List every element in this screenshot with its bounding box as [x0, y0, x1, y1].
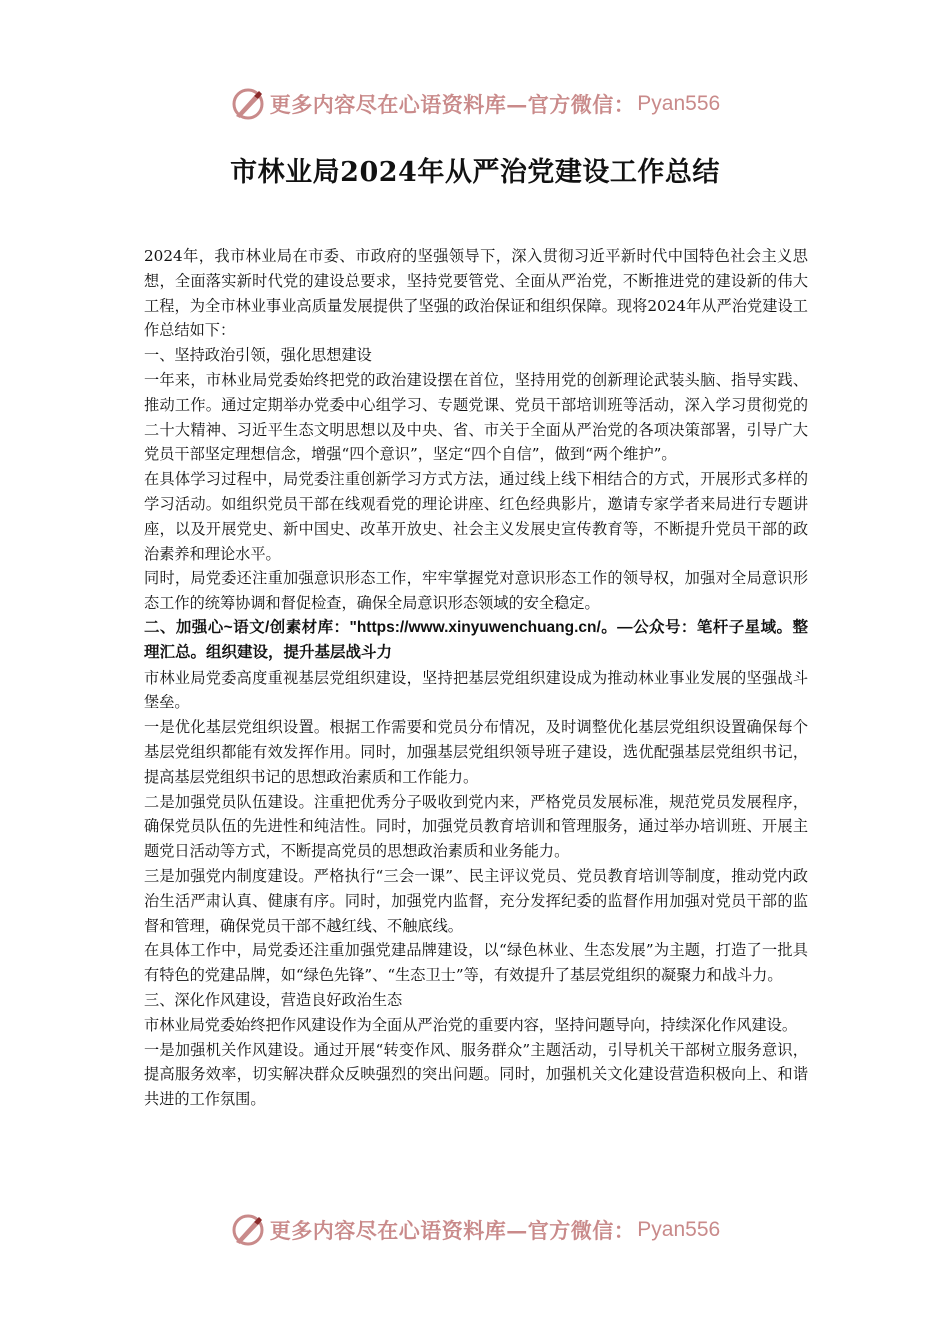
body-paragraph: 市林业局党委始终把作风建设作为全面从严治党的重要内容，坚持问题导向，持续深化作风建设。 — [144, 1015, 798, 1034]
body-paragraph: 二是加强党员队伍建设。注重把优秀分子吸收到党内来，严格党员发展标准，规范党员发展程序，确保党员队伍的先进性和纯洁性。同时，加强党员教育培训和管理服务，通过举办培训班、开展主题党日活动等方式，不断提高党员的思想政治素质和业务能力。 — [144, 792, 808, 861]
section-heading-2: 二、加强心~语文/创素材库："https://www.xinyuwenchuang.cn/。—公众号：笔杆子星域。整理汇总。组织建设，提升基层战斗力 — [144, 618, 808, 661]
watermark-text: 更多内容尽在心语资料库—官方微信： — [269, 1218, 636, 1243]
body-paragraph: 市林业局党委高度重视基层党组织建设，坚持把基层党组织建设成为推动林业事业发展的坚强战斗堡垒。 — [144, 668, 808, 712]
section-heading-1: 一、坚持政治引领，强化思想建设 — [144, 346, 372, 365]
section-heading-3: 三、深化作风建设，营造良好政治生态 — [144, 990, 403, 1009]
document-title: 市林业局2024年从严治党建设工作总结 — [230, 157, 720, 188]
watermark-banner-top — [0, 84, 950, 124]
body-paragraph: 同时，局党委还注重加强意识形态工作，牢牢掌握党对意识形态工作的领导权，加强对全局意识形态工作的统筹协调和督促检查，确保全局意识形态领域的安全稳定。 — [144, 569, 808, 613]
body-paragraph: 一年来，市林业局党委始终把党的政治建设摆在首位，坚持用党的创新理论武装头脑、指导实践、推动工作。通过定期举办党委中心组学习、专题党课、党员干部培训班等活动，深入学习贯彻党的二十大精神、习近平生态文明思想以及中央、省、市关于全面从严治党的各项决策部署，引导广大党员干部坚定理想信念，增强“四个意识”，坚定“四个自信”，做到“两个维护”。 — [144, 370, 808, 464]
body-paragraph: 一是优化基层党组织设置。根据工作需要和党员分布情况，及时调整优化基层党组织设置确保每个基层党组织都能有效发挥作用。同时，加强基层党组织领导班子建设，选优配强基层党组织书记，提高基层党组织书记的思想政治素质和工作能力。 — [144, 718, 808, 786]
body-paragraph: 一是加强机关作风建设。通过开展“转变作风、服务群众”主题活动，引导机关干部树立服务意识，提高服务效率，切实解决群众反映强烈的突出问题。同时，加强机关文化建设营造积极向上、和谐共进的工作氛围。 — [144, 1040, 808, 1109]
watermark-banner-bottom — [0, 1210, 950, 1250]
pen-logo-icon — [230, 1212, 266, 1248]
body-paragraph: 在具体学习过程中，局党委注重创新学习方式方法，通过线上线下相结合的方式，开展形式多样的学习活动。如组织党员干部在线观看党的理论讲座、红色经典影片，邀请专家学者来局进行专题讲座，以及开展党史、新中国史、改革开放史、社会主义发展史宣传教育等，不断提升党员干部的政治素养和理论水平。 — [144, 470, 808, 563]
body-paragraph: 在具体工作中，局党委还注重加强党建品牌建设，以“绿色林业、生态发展”为主题，打造了一批具有特色的党建品牌，如“绿色先锋”、“生态卫士”等，有效提升了基层党组织的凝聚力和战斗力。 — [144, 941, 808, 985]
watermark-text: 更多内容尽在心语资料库—官方微信： — [269, 92, 636, 117]
document-body — [144, 244, 808, 1112]
watermark-wechat-id: Pyan556 — [637, 1218, 721, 1241]
body-paragraph: 三是加强党内制度建设。严格执行“三会一课”、民主评议党员、党员教育培训等制度，推动党内政治生活严肃认真、健康有序。同时，加强党内监督，充分发挥纪委的监督作用加强对党员干部的监督和管理，确保党员干部不越红线、不触底线。 — [144, 866, 808, 935]
watermark-wechat-id: Pyan556 — [637, 92, 721, 115]
pen-logo-icon — [230, 86, 266, 122]
intro-paragraph: 2024年，我市林业局在市委、市政府的坚强领导下，深入贯彻习近平新时代中国特色社会主义思想，全面落实新时代党的建设总要求，坚持党要管党、全面从严治党，不断推进党的建设新的伟大工程，为全市林业事业高质量发展提供了坚强的政治保证和组织保障。现将2024年从严治党建设工作总结如下： — [144, 247, 808, 340]
